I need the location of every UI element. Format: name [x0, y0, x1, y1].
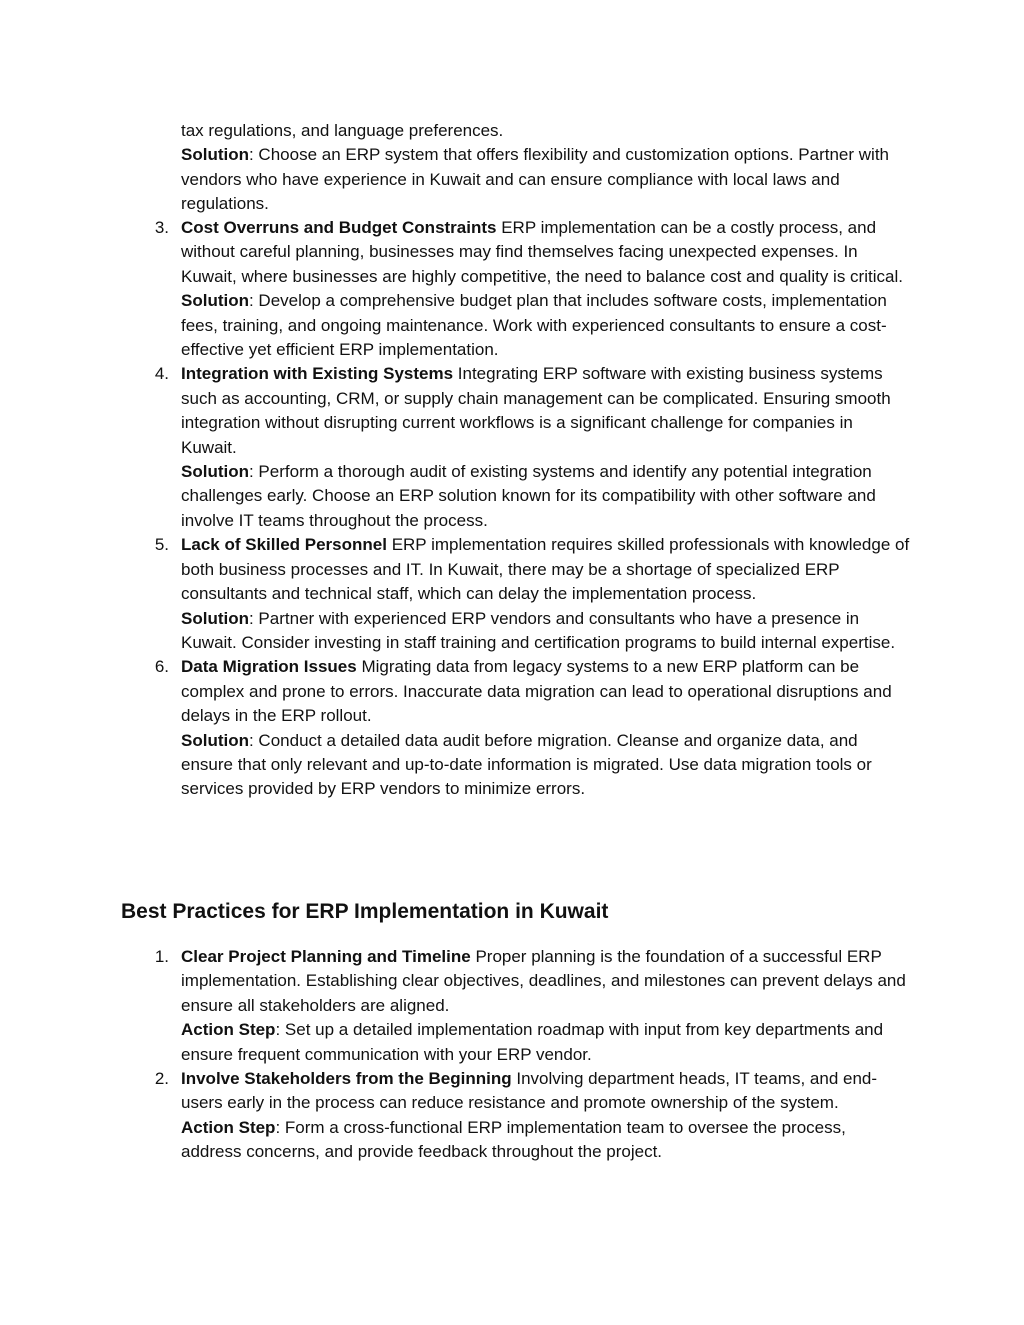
solution-label: Solution: [181, 462, 249, 482]
item-title: Cost Overruns and Budget Constraints: [181, 218, 497, 237]
item-title: Data Migration Issues: [181, 657, 357, 677]
item-desc-text: Migrating data from legacy systems to a new ERP platform can be complex and prone to errors. Inaccurate data migration can lead to operational disruptions and delays in the ERP rollout.: [181, 657, 892, 726]
item-desc-text: ERP implementation can be a costly process, and without careful planning, businesses may find themselves facing unexpected expenses. In Kuwait, where businesses are highly competitive, the need to balance cost and quality is critical.: [181, 218, 903, 286]
solution-label: Solution: [181, 145, 249, 165]
item-description: [181, 655, 911, 728]
section-heading: Best Practices for ERP Implementation in Kuwait: [121, 900, 609, 923]
item-desc-text: Proper planning is the foundation of a successful ERP implementation. Establishing clear objectives, deadlines, and milestones can prevent delays and ensure all stakeholders are aligned.: [181, 947, 906, 1015]
solution-text: : Conduct a detailed data audit before migration. Cleanse and organize data, and ensure that only relevant and up-to-date information is migrated. Use data migration tools or services provided by ERP vendors to minimize errors.: [181, 730, 872, 799]
item-action-step: [181, 1116, 911, 1165]
list-item: [154, 216, 911, 362]
item-title: Integration with Existing Systems: [181, 364, 454, 384]
item-solution: [181, 289, 911, 362]
action-step-label: Action Step: [181, 1020, 276, 1040]
list-number: 3.: [154, 218, 169, 237]
action-step-text: : Set up a detailed implementation roadmap with input from key departments and ensure frequent communication with your ERP vendor.: [181, 1020, 884, 1064]
solution-text: : Develop a comprehensive budget plan that includes software costs, implementation fees, training, and ongoing maintenance. Work with experienced consultants to ensure a cost-effective yet efficient ERP implementation.: [181, 291, 887, 360]
item-solution: [181, 729, 911, 802]
list-item: [154, 655, 911, 801]
item-solution: [181, 143, 911, 216]
item-solution: [181, 607, 911, 656]
item-description: [181, 362, 911, 460]
list-item: [154, 1067, 911, 1165]
list-item: [154, 945, 911, 1067]
challenges-list: [154, 216, 911, 802]
solution-text: : Perform a thorough audit of existing systems and identify any potential integration challenges early. Choose an ERP solution known for its compatibility with other software and involve IT teams throughout the process.: [181, 462, 876, 530]
item-action-step: [181, 1018, 911, 1067]
item-title: Involve Stakeholders from the Beginning: [181, 1069, 512, 1089]
item-description: [181, 945, 911, 1018]
solution-text: : Partner with experienced ERP vendors and consultants who have a presence in Kuwait. Consider investing in staff training and certification programs to build internal expertise.: [181, 608, 896, 652]
list-number: 4.: [154, 364, 169, 384]
list-number: 6.: [154, 657, 169, 677]
item-description: [181, 533, 911, 606]
action-step-label: Action Step: [181, 1117, 276, 1137]
solution-text: : Choose an ERP system that offers flexibility and customization options. Partner with vendors who have experience in Kuwait and can ensure compliance with local laws and regulations.: [181, 145, 889, 214]
item-title: Clear Project Planning and Timeline: [181, 947, 471, 966]
best-practices-list: [154, 945, 911, 1165]
solution-label: Solution: [181, 730, 249, 750]
list-item: [154, 533, 911, 655]
item-description: [181, 216, 911, 289]
action-step-text: : Form a cross-functional ERP implementation team to oversee the process, address concerns, and provide feedback throughout the project.: [181, 1117, 846, 1162]
continued-item: [181, 119, 911, 217]
item-desc-text: Integrating ERP software with existing business systems such as accounting, CRM, or supply chain management can be complicated. Ensuring smooth integration without disrupting current workflows is a significant challenge for companies in Kuwait.: [181, 364, 891, 457]
item-desc-text: Involving department heads, IT teams, and end-users early in the process can reduce resistance and promote ownership of the system.: [181, 1069, 878, 1113]
item-desc-text: ERP implementation requires skilled professionals with knowledge of both business processes and IT. In Kuwait, there may be a shortage of specialized ERP consultants and technical staff, which can delay the implementation process.: [181, 535, 910, 604]
item-solution: [181, 460, 911, 533]
item-description: [181, 1067, 911, 1116]
solution-label: Solution: [181, 291, 249, 311]
list-number: 2.: [154, 1069, 169, 1089]
list-number: 1.: [154, 947, 169, 966]
item-title: Lack of Skilled Personnel: [181, 535, 387, 555]
list-item: [154, 362, 911, 533]
item-description: tax regulations, and language preferences.: [181, 121, 504, 140]
list-number: 5.: [154, 535, 169, 555]
solution-label: Solution: [181, 608, 249, 628]
